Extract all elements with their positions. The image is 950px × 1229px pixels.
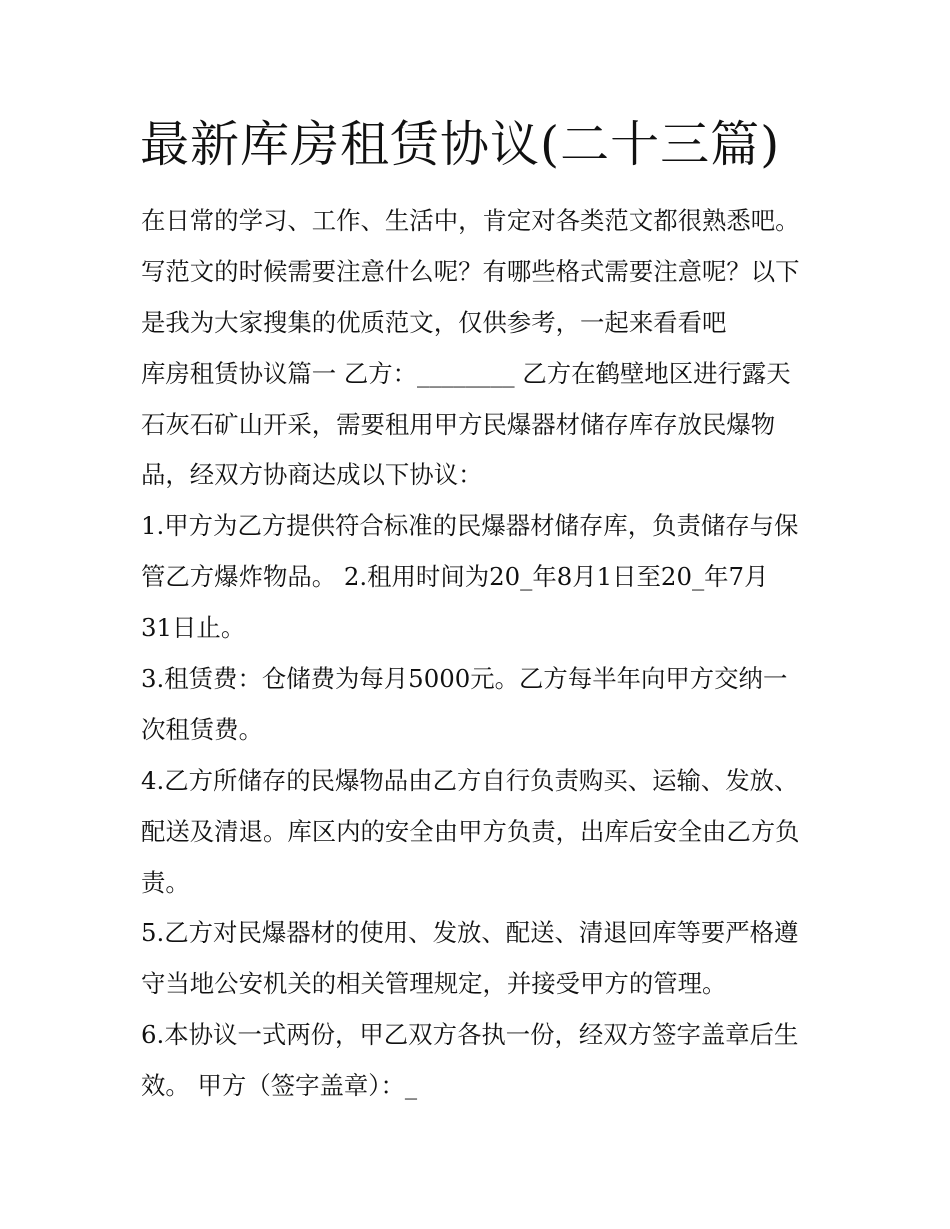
text-line: 写范文的时候需要注意什么呢？有哪些格式需要注意呢？以下 bbox=[141, 256, 800, 286]
document-body bbox=[141, 196, 831, 1112]
text-line: 5.乙方对民爆器材的使用、发放、配送、清退回库等要严格遵 bbox=[141, 918, 799, 948]
text-line: 次租赁费。 bbox=[141, 714, 263, 744]
text-line: 1.甲方为乙方提供符合标准的民爆器材储存库，负责储存与保 bbox=[141, 511, 799, 541]
text-line: 库房租赁协议篇一 乙方：________ 乙方在鹤壁地区进行露天 bbox=[141, 358, 791, 388]
text-line: 4.乙方所储存的民爆物品由乙方自行负责购买、运输、发放、 bbox=[141, 765, 799, 795]
text-line: 3.租赁费：仓储费为每月5000元。乙方每半年向甲方交纳一 bbox=[141, 664, 788, 694]
document-title: 最新库房租赁协议(二十三篇) bbox=[140, 116, 781, 173]
text-line: 配送及清退。库区内的安全由甲方负责，出库后安全由乙方负 bbox=[141, 816, 800, 846]
text-line: 管乙方爆炸物品。 2.租用时间为20_年8月1日至20_年7月 bbox=[141, 562, 769, 592]
text-line: 品，经双方协商达成以下协议： bbox=[141, 460, 483, 490]
text-line: 31日止。 bbox=[141, 613, 246, 643]
text-line: 石灰石矿山开采，需要租用甲方民爆器材储存库存放民爆物 bbox=[141, 409, 776, 439]
text-line: 责。 bbox=[141, 867, 190, 897]
text-line: 守当地公安机关的相关管理规定，并接受甲方的管理。 bbox=[141, 969, 727, 999]
text-line: 效。 甲方（签字盖章）：_ bbox=[141, 1071, 418, 1101]
text-line: 在日常的学习、工作、生活中，肯定对各类范文都很熟悉吧。 bbox=[141, 206, 800, 235]
text-line: 是我为大家搜集的优质范文，仅供参考，一起来看看吧 bbox=[141, 307, 727, 337]
text-line: 6.本协议一式两份，甲乙双方各执一份，经双方签字盖章后生 bbox=[141, 1020, 799, 1050]
